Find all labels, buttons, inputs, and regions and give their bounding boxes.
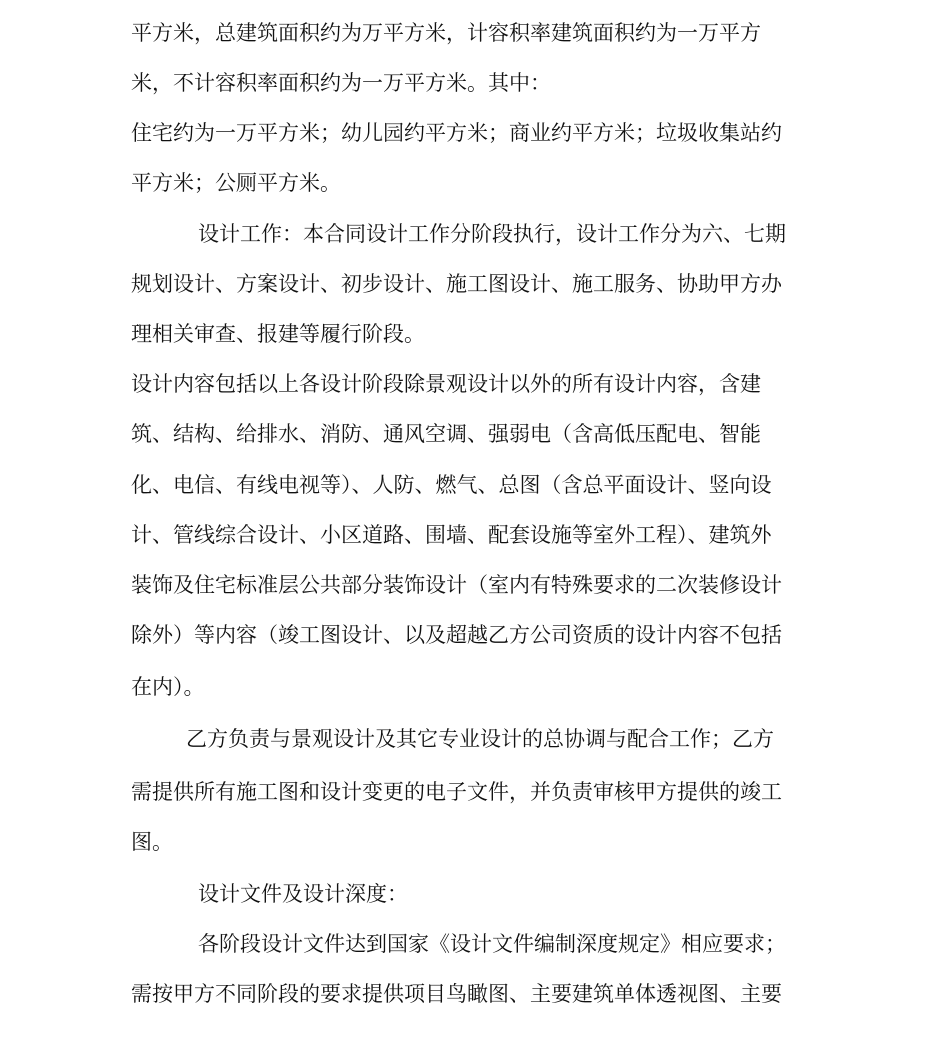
text-line: 化、电信、有线电视等）、人防、燃气、总图（含总平面设计、竖向设 — [131, 473, 772, 497]
text-line: 米，不计容积率面积约为一万平方米。其中： — [131, 71, 551, 95]
text-line: 除外）等内容（竣工图设计、以及超越乙方公司资质的设计内容不包括 — [131, 623, 782, 647]
paragraph-first-line: 乙方负责与景观设计及其它专业设计的总协调与配合工作；乙方 — [186, 727, 774, 751]
paragraph-first-line: 设计工作：本合同设计工作分阶段执行，设计工作分为六、七期 — [198, 222, 786, 246]
text-line: 理相关审查、报建等履行阶段。 — [131, 322, 425, 346]
text-line: 计、管线综合设计、小区道路、围墙、配套设施等室外工程）、建筑外 — [131, 523, 772, 547]
text-line: 住宅约为一万平方米；幼儿园约平方米；商业约平方米；垃圾收集站约 — [131, 121, 782, 145]
text-line: 图。 — [131, 830, 173, 854]
section-heading: 设计文件及设计深度： — [198, 882, 408, 906]
text-line: 在内）。 — [131, 675, 205, 699]
text-line: 需按甲方不同阶段的要求提供项目鸟瞰图、主要建筑单体透视图、主要 — [131, 982, 782, 1006]
text-line: 装饰及住宅标准层公共部分装饰设计（室内有特殊要求的二次装修设计 — [131, 573, 782, 597]
text-line: 规划设计、方案设计、初步设计、施工图设计、施工服务、协助甲方办 — [131, 272, 782, 296]
text-line: 平方米，总建筑面积约为万平方米，计容积率建筑面积约为一万平方 — [131, 21, 761, 45]
text-line: 筑、结构、给排水、消防、通风空调、强弱电（含高低压配电、智能 — [131, 422, 761, 446]
text-line: 需提供所有施工图和设计变更的电子文件，并负责审核甲方提供的竣工 — [131, 780, 782, 804]
text-line: 设计内容包括以上各设计阶段除景观设计以外的所有设计内容，含建 — [131, 372, 761, 396]
text-line: 平方米；公厕平方米。 — [131, 171, 341, 195]
paragraph-first-line: 各阶段设计文件达到国家《设计文件编制深度规定》相应要求； — [198, 932, 786, 956]
